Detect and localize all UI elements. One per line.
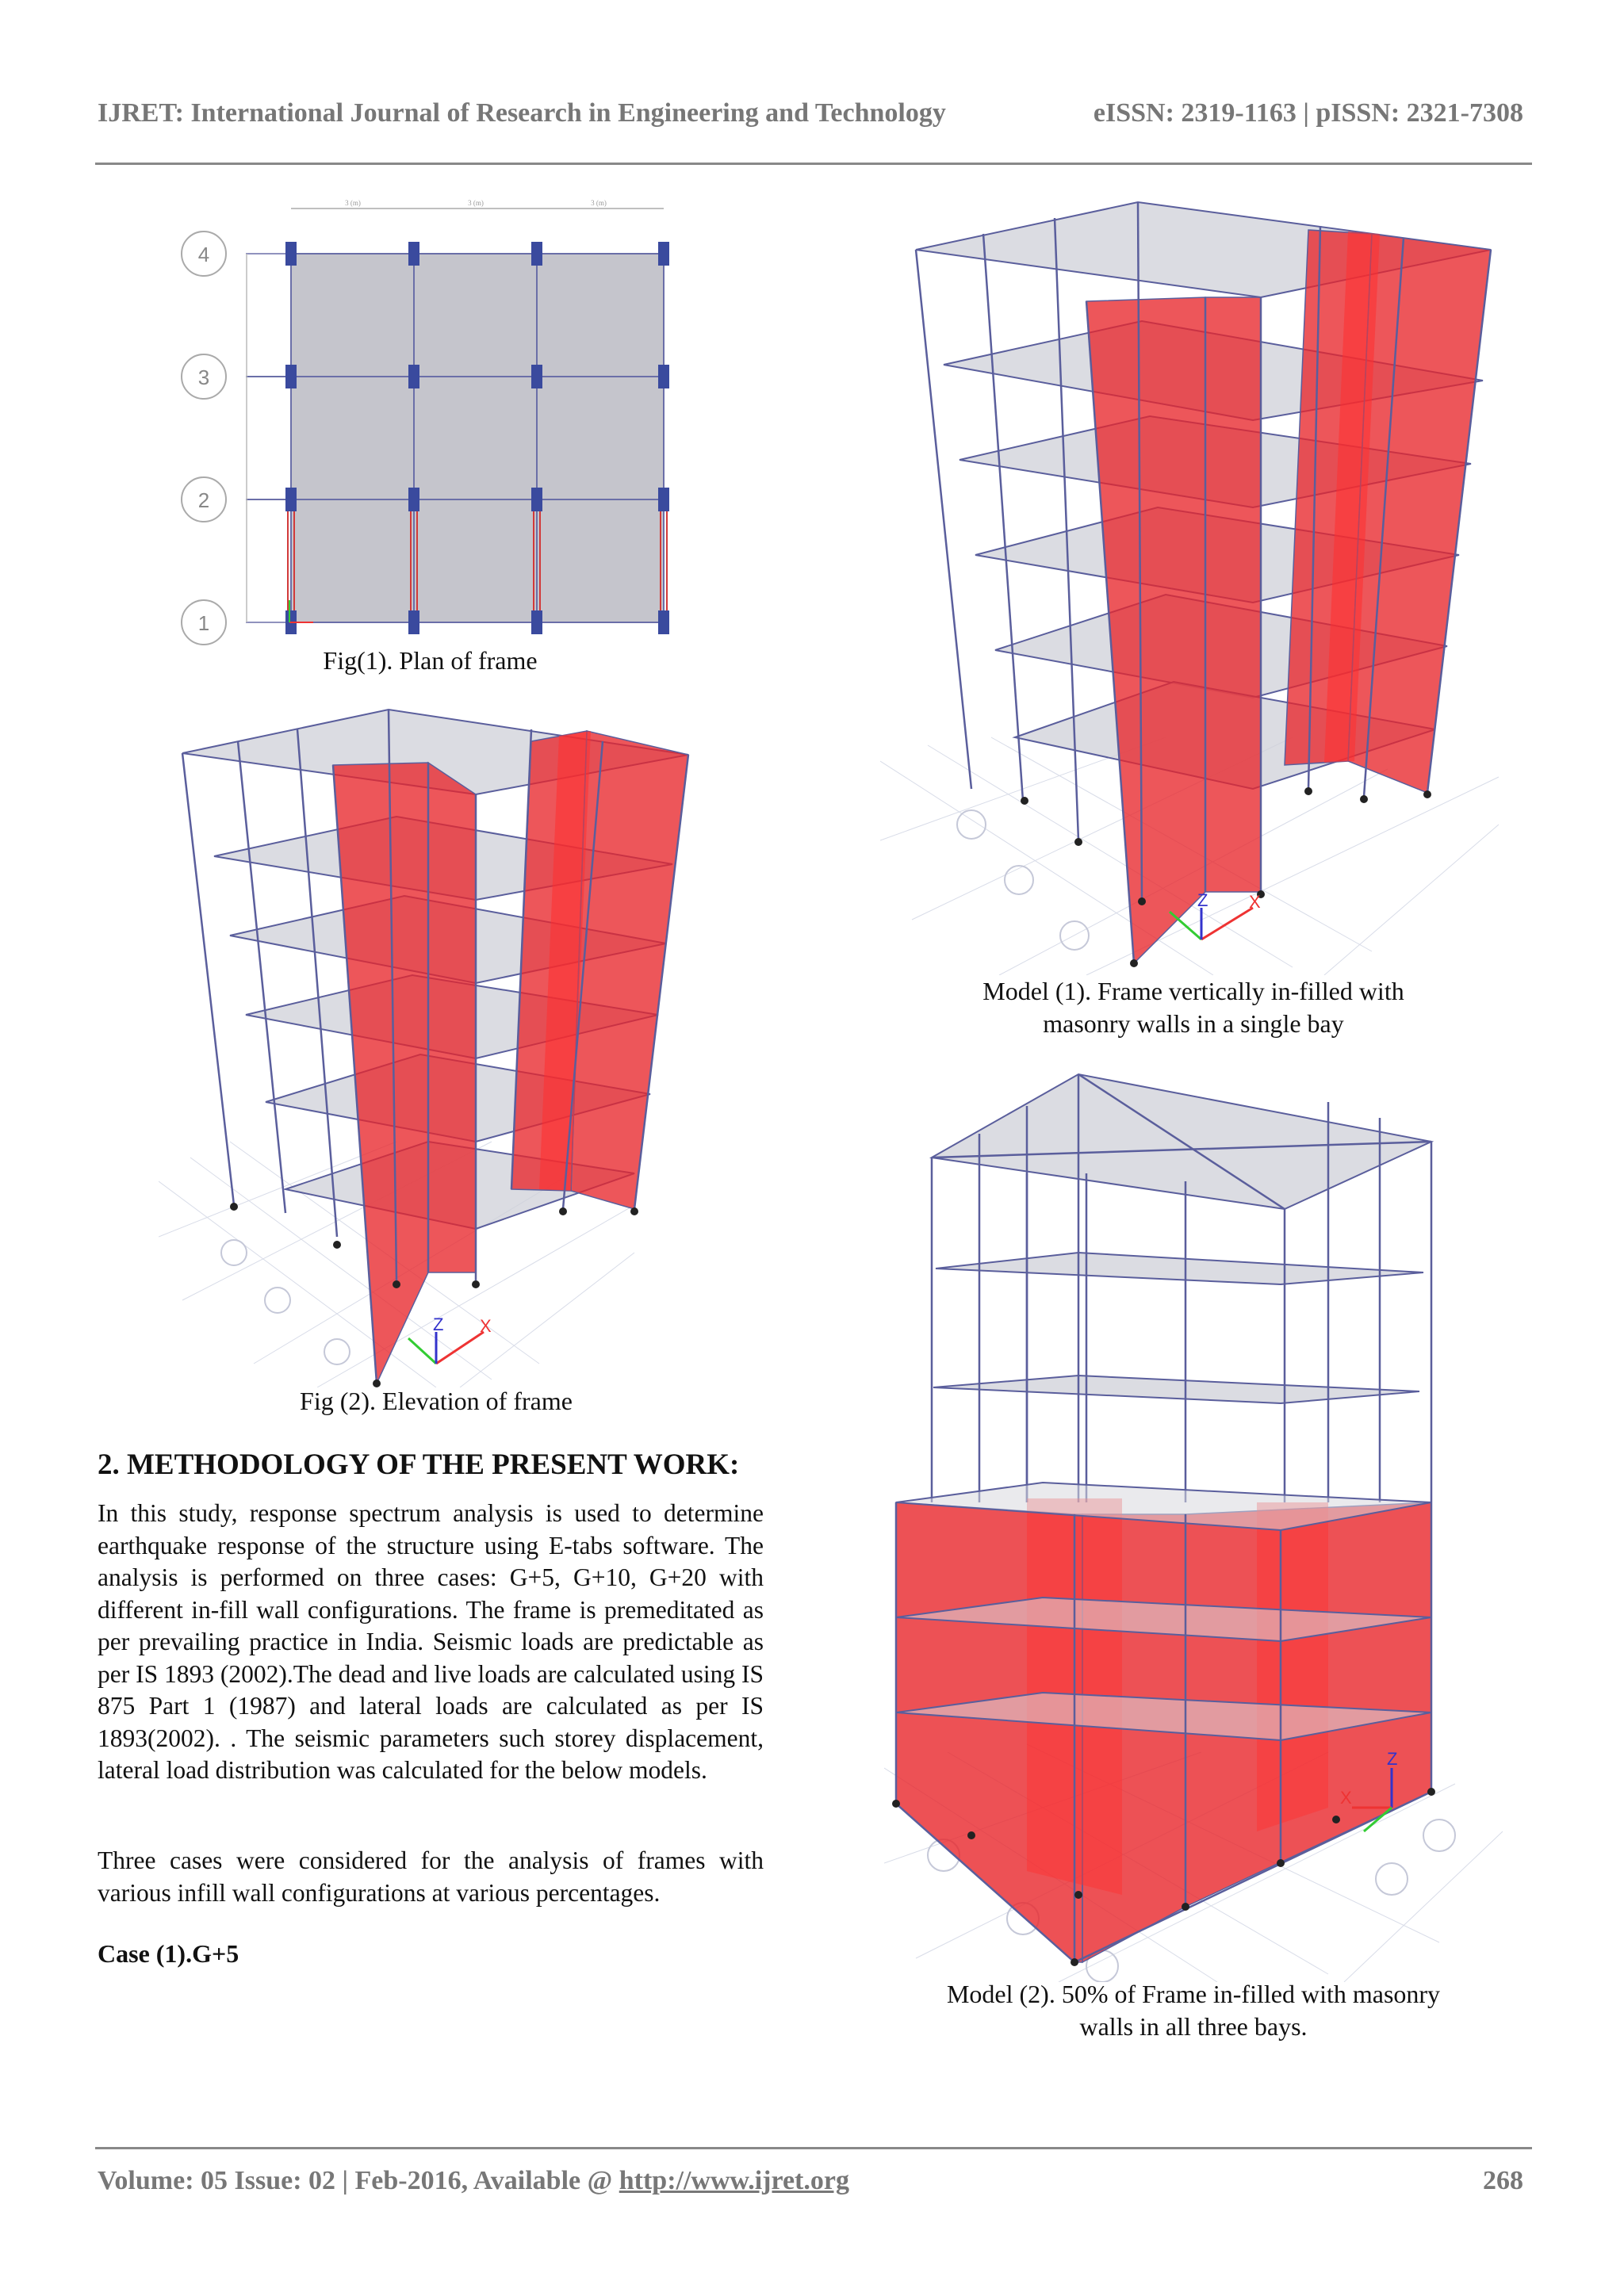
grid-label-3: 3 [197, 365, 210, 389]
footer-rule [95, 2147, 1532, 2149]
svg-text:X: X [1249, 892, 1261, 912]
dimension-label: 3 (m) [345, 199, 361, 207]
svg-text:3 (m): 3 (m) [468, 199, 484, 207]
plan-figure [170, 194, 678, 646]
model1-figure [880, 190, 1515, 975]
section-title: 2. METHODOLOGY OF THE PRESENT WORK: [98, 1448, 740, 1481]
methodology-paragraph: In this study, response spectrum analysis is used to determine earthquake response of the structure using E-tabs software. The analysis is performed on three cases: G+5, G+10, G+20 with different in-fill wall configurations. The frame is premeditated as per prevailing practice in India. Seismic loads are predictable as per IS 1893 (2002).The dead and live loads are calculated using IS 875 Part 1 (1987) and lateral loads are calculated as per IS 1893(2002). . The seismic parameters such storey displacement, lateral load distribution was calculated for the below models. [98, 1499, 764, 1784]
journal-link[interactable]: http://www.ijret.org [619, 2166, 849, 2195]
svg-text:Z: Z [1197, 890, 1208, 910]
svg-text:X: X [1340, 1788, 1352, 1808]
page-number: 268 [1483, 2166, 1523, 2195]
fig2-caption: Fig (2). Elevation of frame [300, 1387, 573, 1415]
elevation-figure [159, 698, 714, 1387]
model1-caption [888, 975, 1499, 1040]
axis-z-label: Z [433, 1314, 444, 1334]
header-rule [95, 163, 1532, 165]
model2-caption [888, 1978, 1499, 2043]
journal-title: IJRET: International Journal of Research in Engineering and Technology [98, 98, 946, 128]
model1-caption-line2: masonry walls in a single bay [1043, 1009, 1344, 1038]
model1-caption-line1: Model (1). Frame vertically in-filled with [982, 977, 1404, 1005]
case-label: Case (1).G+5 [98, 1939, 239, 1968]
issn: eISSN: 2319-1163 | pISSN: 2321-7308 [1093, 98, 1523, 128]
fig1-caption: Fig(1). Plan of frame [323, 646, 538, 675]
grid-label-1: 1 [197, 611, 210, 635]
grid-label-4: 4 [197, 243, 210, 266]
model2-figure [884, 1070, 1511, 1982]
model2-caption-line2: walls in all three bays. [1079, 2012, 1308, 2041]
grid-label-2: 2 [197, 488, 210, 512]
svg-text:Z: Z [1387, 1749, 1398, 1769]
model2-caption-line1: Model (2). 50% of Frame in-filled with masonry [946, 1980, 1441, 2008]
axis-x-label: X [480, 1316, 492, 1336]
svg-text:3 (m): 3 (m) [591, 199, 607, 207]
footer-volume: Volume: 05 Issue: 02 | Feb-2016, Available @ http://www.ijret.org [98, 2166, 849, 2195]
cases-paragraph: Three cases were considered for the analysis of frames with various infill wall configurations at various percentages. [98, 1846, 764, 1907]
